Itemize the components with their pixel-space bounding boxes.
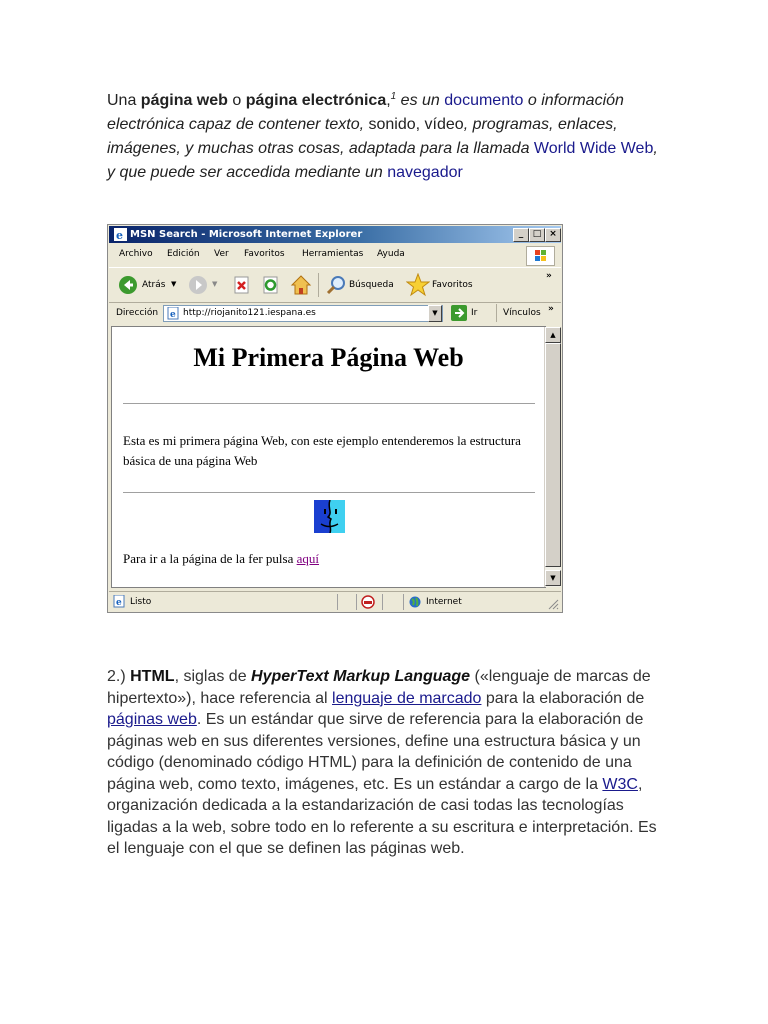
status-bar (109, 591, 561, 612)
menu-herramientas[interactable]: Herramientas (302, 249, 364, 259)
status-text: Listo (130, 597, 152, 607)
search-button-label[interactable]: Búsqueda (349, 280, 394, 290)
back-icon[interactable] (118, 275, 138, 295)
address-label: Dirección (116, 308, 159, 318)
text-span: , organización dedicada a la estandarización de casi todas las tecnologías ligadas a la web, sobre todo en lo referente a su escritura e interpretación. Es el lenguaje con el que se definen las páginas web. (107, 775, 657, 857)
text-span: o (227, 92, 246, 109)
standard-toolbar (109, 267, 561, 303)
page-icon (167, 307, 180, 320)
refresh-icon[interactable] (262, 276, 280, 294)
footnote-ref[interactable]: 1 (390, 91, 397, 102)
favorites-button-label[interactable]: Favoritos (432, 280, 473, 290)
address-url: http://riojanito121.iespana.es (183, 308, 316, 318)
link-navegador[interactable]: navegador (387, 164, 463, 181)
menu-ver[interactable]: Ver (214, 249, 229, 259)
scroll-thumb[interactable] (545, 343, 561, 567)
toolbar-separator (318, 273, 319, 297)
link-lenguaje-de-marcado[interactable]: lenguaje de marcado (332, 689, 482, 707)
text-span: («lenguaje de marcas de hipertexto»), hace referencia al (107, 668, 651, 707)
search-icon[interactable] (325, 274, 347, 296)
link-paginas-web[interactable]: páginas web (107, 711, 197, 728)
text-span: , programas, enlaces, imágenes, y muchas otras cosas, adaptada para la llamada (107, 116, 618, 157)
finder-face-icon (314, 500, 345, 533)
close-button[interactable]: × (545, 228, 561, 242)
window-title: MSN Search - Microsoft Internet Explorer (130, 229, 363, 240)
bold-italic-term: HyperText Markup Language (251, 668, 471, 685)
bold-term-pagina-web: página web (140, 92, 228, 109)
link-world-wide-web[interactable]: World Wide Web (533, 140, 654, 157)
ie-logo-icon (114, 228, 127, 241)
text-span: , (386, 92, 391, 109)
status-divider (403, 594, 404, 610)
minimize-button[interactable]: _ (513, 228, 529, 242)
bold-term-pagina-electronica: página electrónica (245, 92, 387, 109)
aqui-link[interactable]: aquí (296, 551, 320, 566)
back-dropdown-icon[interactable]: ▼ (171, 280, 177, 288)
html-paragraph (107, 666, 667, 860)
resize-grip-icon[interactable] (547, 598, 559, 610)
svg-text:e: e (116, 229, 123, 241)
address-dropdown-icon[interactable]: ▼ (428, 305, 442, 322)
menu-favoritos[interactable]: Favoritos (244, 249, 285, 259)
page-link-line (123, 551, 319, 567)
address-bar (109, 302, 561, 324)
text-span: Una (107, 92, 141, 109)
back-button-label[interactable]: Atrás (142, 280, 166, 290)
forward-dropdown-icon[interactable]: ▼ (212, 280, 218, 288)
links-label[interactable]: Vínculos (503, 308, 541, 318)
toolbar-chevron-icon[interactable]: » (546, 271, 552, 281)
forward-icon[interactable] (188, 275, 208, 295)
title-bar (109, 226, 561, 243)
text-span: 2.) (107, 668, 131, 685)
vertical-scrollbar[interactable] (544, 327, 561, 587)
menu-edicion[interactable]: Edición (167, 249, 200, 259)
browser-screenshot (107, 224, 563, 613)
horizontal-rule (123, 403, 535, 405)
home-icon[interactable] (290, 274, 312, 296)
status-divider (382, 594, 383, 610)
links-chevron-icon[interactable]: » (548, 304, 554, 314)
intro-paragraph (107, 89, 667, 185)
page-heading: Mi Primera Página Web (193, 343, 464, 372)
go-button-label[interactable]: Ir (471, 308, 478, 318)
address-input[interactable] (163, 305, 443, 322)
text-span: es un (396, 92, 445, 109)
link-intro-text: Para ir a la página de la fer pulsa (123, 551, 297, 566)
horizontal-rule (123, 492, 535, 494)
page-paragraph: Esta es mi primera página Web, con este ejemplo entenderemos la estructura básica de una página Web (123, 433, 521, 468)
status-divider (337, 594, 338, 610)
text-span: , y que puede ser accedida mediante un (107, 140, 658, 181)
bold-term-html: HTML (130, 668, 175, 685)
menu-ayuda[interactable]: Ayuda (377, 249, 405, 259)
menu-archivo[interactable]: Archivo (119, 249, 153, 259)
windows-logo-icon (526, 246, 555, 266)
maximize-button[interactable]: □ (529, 228, 545, 242)
svg-text:e: e (116, 598, 122, 608)
page-viewport (111, 326, 546, 588)
page-icon (113, 595, 126, 608)
globe-icon (409, 596, 421, 608)
lock-icon (361, 595, 375, 609)
link-w3c[interactable]: W3C (602, 775, 638, 793)
status-zone: Internet (426, 597, 462, 607)
text-span: , siglas de (174, 668, 252, 685)
text-span: o información electrónica capaz de contener texto, (107, 92, 624, 133)
svg-text:e: e (170, 310, 176, 320)
stop-icon[interactable] (233, 276, 251, 294)
text-span: para la elaboración de (481, 689, 645, 707)
status-divider (356, 594, 357, 610)
scroll-up-button[interactable]: ▲ (545, 327, 561, 343)
menu-bar (109, 244, 561, 266)
favorites-star-icon[interactable] (406, 273, 430, 297)
link-documento[interactable]: documento (444, 92, 524, 109)
text-span: sonido, vídeo (368, 116, 464, 133)
scroll-down-button[interactable]: ▼ (545, 570, 561, 586)
go-arrow-icon[interactable] (451, 305, 467, 321)
text-span: . Es un estándar que sirve de referencia para la elaboración de páginas web en sus diferentes versiones, define una estructura básica y un código (denominado código HTML) para la definición de contenido de una página web, como texto, imágenes, etc. Es un estándar a cargo de la (107, 711, 644, 793)
address-separator (496, 304, 497, 322)
